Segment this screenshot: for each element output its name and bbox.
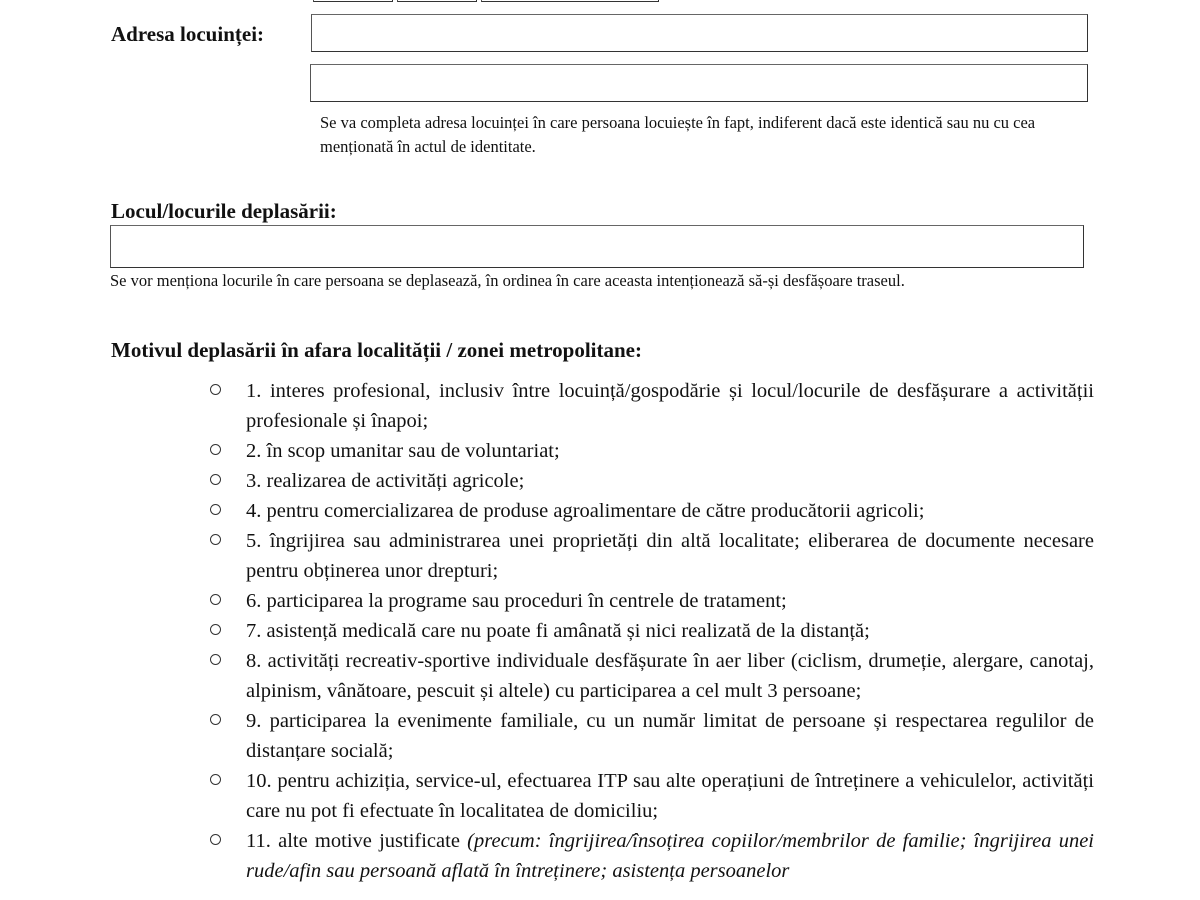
reason-option-4[interactable]: [210, 496, 1094, 526]
reason-text-italic: (precum: îngrijirea/însoțirea copiilor/membrilor de familie; îngrijirea unei rude/afin sau persoană aflată în întreținere; asistența persoanelor: [246, 830, 1095, 882]
reason-option-9[interactable]: [210, 706, 1094, 766]
reason-option-2[interactable]: [210, 436, 1094, 466]
previous-field-1[interactable]: [313, 0, 393, 2]
reason-text: 6. participarea la programe sau proceduri în centrele de tratament;: [246, 590, 787, 612]
reason-option-7[interactable]: [210, 616, 1094, 646]
radio-circle-icon[interactable]: [210, 526, 226, 556]
radio-circle-icon[interactable]: [210, 466, 226, 496]
reason-text: 10. pentru achiziția, service-ul, efectuarea ITP sau alte operațiuni de întreținere a vehiculelor, activități care nu pot fi efectuate în localitatea de domiciliu;: [246, 770, 1094, 822]
previous-field-2[interactable]: [397, 0, 477, 2]
reason-option-5[interactable]: [210, 526, 1094, 586]
reason-option-1[interactable]: [210, 376, 1094, 436]
reason-option-10[interactable]: [210, 766, 1094, 826]
reason-option-3[interactable]: [210, 466, 1094, 496]
destinations-input[interactable]: [110, 225, 1084, 268]
reason-option-8[interactable]: [210, 646, 1094, 706]
reason-text: 1. interes profesional, inclusiv între locuință/gospodărie și locul/locurile de desfășurare a activității profesionale și înapoi;: [246, 380, 1094, 432]
previous-field-3[interactable]: [481, 0, 659, 2]
destinations-label: Locul/locurile deplasării:: [111, 199, 337, 223]
radio-circle-icon[interactable]: [210, 706, 226, 736]
reason-text: 5. îngrijirea sau administrarea unei proprietăți din altă localitate; eliberarea de documente necesare pentru obținerea unor drepturi;: [246, 530, 1094, 582]
address-line1-input[interactable]: [311, 14, 1088, 52]
radio-circle-icon[interactable]: [210, 586, 226, 616]
radio-circle-icon[interactable]: [210, 826, 226, 856]
reason-text: 7. asistență medicală care nu poate fi amânată și nici realizată de la distanță;: [246, 620, 870, 642]
reason-text: 3. realizarea de activități agricole;: [246, 470, 525, 492]
reason-text: 11. alte motive justificate: [246, 830, 468, 852]
address-hint: Se va completa adresa locuinței în care persoana locuiește în fapt, indiferent dacă este identică sau nu cu cea menționată în actul de identitate.: [320, 113, 1036, 156]
radio-circle-icon[interactable]: [210, 436, 226, 466]
reason-text: 2. în scop umanitar sau de voluntariat;: [246, 440, 560, 462]
reason-option-6[interactable]: [210, 586, 1094, 616]
radio-circle-icon[interactable]: [210, 496, 226, 526]
address-label: Adresa locuinței:: [111, 22, 265, 46]
reason-text: 9. participarea la evenimente familiale, cu un număr limitat de persoane și respectarea regulilor de distanțare socială;: [246, 710, 1094, 762]
reason-text: 8. activități recreativ-sportive individuale desfășurate în aer liber (ciclism, drumeție, alergare, canotaj, alpinism, vânătoare, pescuit și altele) cu participarea a cel mult 3 persoane;: [246, 650, 1094, 702]
reasons-list: [210, 376, 1094, 886]
radio-circle-icon[interactable]: [210, 616, 226, 646]
radio-circle-icon[interactable]: [210, 646, 226, 676]
address-line2-input[interactable]: [310, 64, 1088, 102]
radio-circle-icon[interactable]: [210, 766, 226, 796]
radio-circle-icon[interactable]: [210, 376, 226, 406]
destinations-hint: Se vor menționa locurile în care persoana se deplasează, în ordinea în care aceasta intenționează să-și desfășoare traseul.: [110, 271, 905, 290]
reason-text: 4. pentru comercializarea de produse agroalimentare de către producătorii agricoli;: [246, 500, 925, 522]
reason-option-11[interactable]: [210, 826, 1094, 886]
reasons-title: Motivul deplasării în afara localității / zonei metropolitane:: [111, 338, 642, 362]
